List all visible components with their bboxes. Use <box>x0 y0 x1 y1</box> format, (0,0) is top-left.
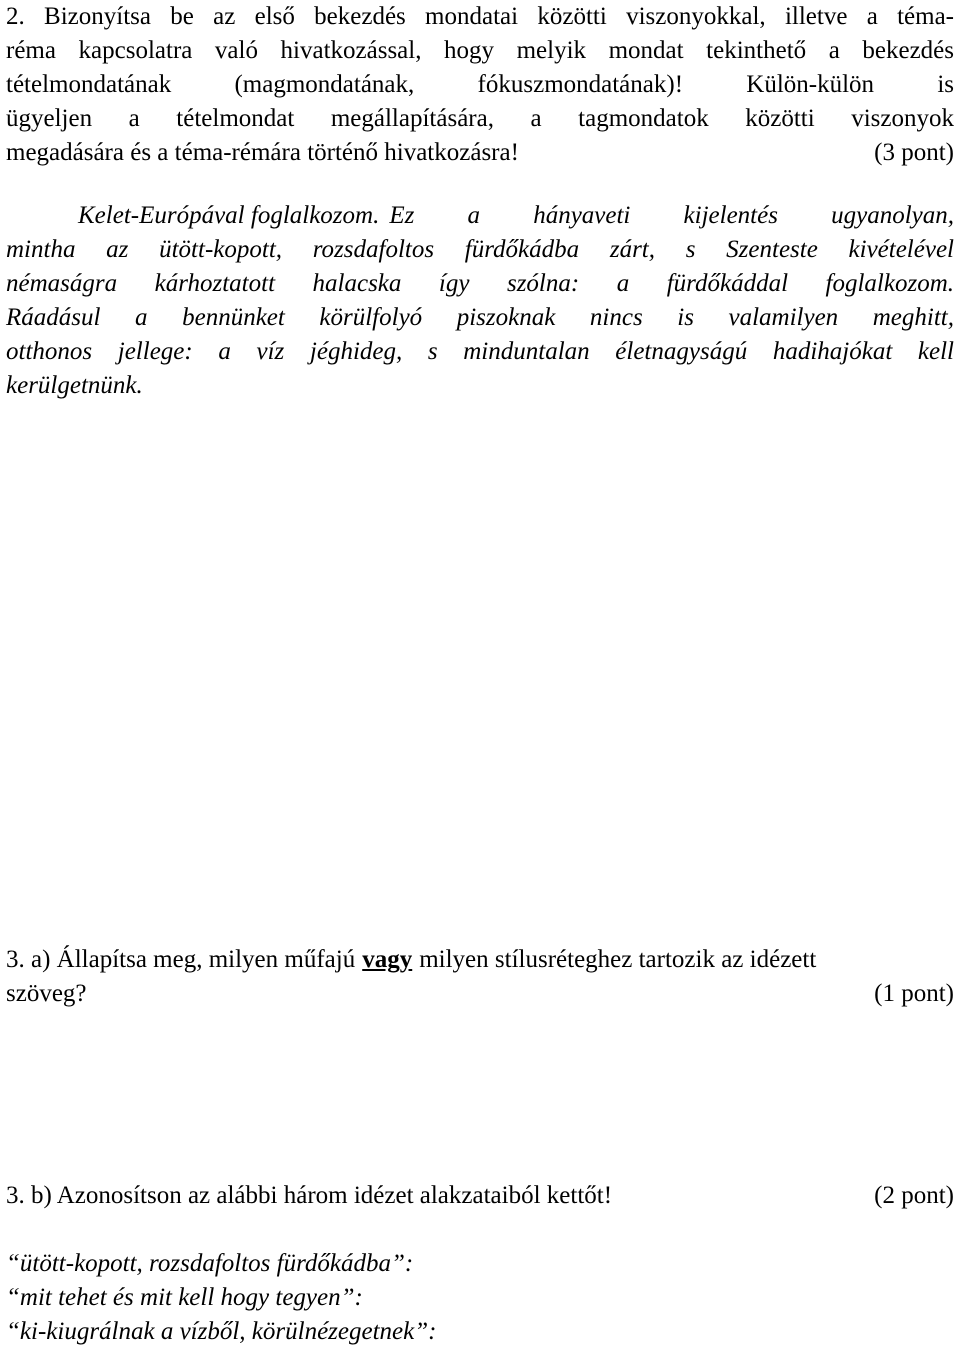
question-2-line: 2. Bizonyítsa be az első bekezdés mondatai közötti viszonyokkal, illetve a téma- <box>6 3 954 30</box>
question-3a-text: szöveg? <box>6 980 87 1007</box>
question-3a-text: milyen stílusréteghez tartozik az idézett <box>419 946 817 973</box>
question-2-line: tételmondatának (magmondatának, fókuszmondatának)! Külön-külön is <box>6 71 954 98</box>
question-3a-first-line <box>6 943 954 977</box>
quote-text: “ütött-kopott, rozsdafoltos fürdőkádba”: <box>6 1250 414 1277</box>
passage-line: otthonos jellege: a víz jéghideg, s minduntalan életnagyságú hadihajókat kell <box>6 338 954 365</box>
question-3a <box>6 943 954 1011</box>
question-3a-text: 3. a) Állapítsa meg, milyen műfajú <box>6 946 356 973</box>
question-2-line: megadására és a téma-rémára történő hivatkozásra! <box>6 139 519 166</box>
passage-first-line <box>6 199 954 233</box>
question-2-line: réma kapcsolatra való hivatkozással, hogy melyik mondat tekinthető a bekezdés <box>6 37 954 64</box>
question-2-line: ügyeljen a tételmondat megállapítására, a tagmondatok közötti viszonyok <box>6 105 954 132</box>
quote-item <box>6 1247 954 1281</box>
quote-text: “mit tehet és mit kell hogy tegyen”: <box>6 1284 363 1311</box>
quote-item <box>6 1315 954 1349</box>
question-3b-line <box>6 1179 954 1213</box>
question-3b-text: 3. b) Azonosítson az alábbi három idézet alakzataiból kettőt! <box>6 1182 613 1209</box>
quoted-passage <box>6 199 954 403</box>
passage-first-sentence: Kelet-Európával foglalkozom. <box>78 202 380 229</box>
passage-line: Ráadásul a bennünket körülfolyó piszoknak nincs is valamilyen meghitt, <box>6 304 954 331</box>
passage-line: Ez a hányaveti kijelentés ugyanolyan, <box>389 202 954 229</box>
question-2-last-line <box>6 136 954 170</box>
question-2-points: (3 pont) <box>874 139 954 166</box>
question-3a-points: (1 pont) <box>874 980 954 1007</box>
quote-text: “ki-kiugrálnak a vízből, körülnézegetnek”: <box>6 1318 437 1345</box>
question-2 <box>6 0 954 170</box>
passage-line: némaságra kárhoztatott halacska így szólna: a fürdőkáddal foglalkozom. <box>6 270 954 297</box>
question-3b-points: (2 pont) <box>874 1182 954 1209</box>
question-3b <box>6 1179 954 1213</box>
question-3a-second-line <box>6 977 954 1011</box>
question-3a-emphasis: vagy <box>362 946 413 973</box>
passage-line: mintha az ütött-kopott, rozsdafoltos fürdőkádba zárt, s Szenteste kivételével <box>6 236 954 263</box>
quote-list <box>6 1247 954 1349</box>
passage-line: kerülgetnünk. <box>6 372 143 399</box>
quote-item <box>6 1281 954 1315</box>
